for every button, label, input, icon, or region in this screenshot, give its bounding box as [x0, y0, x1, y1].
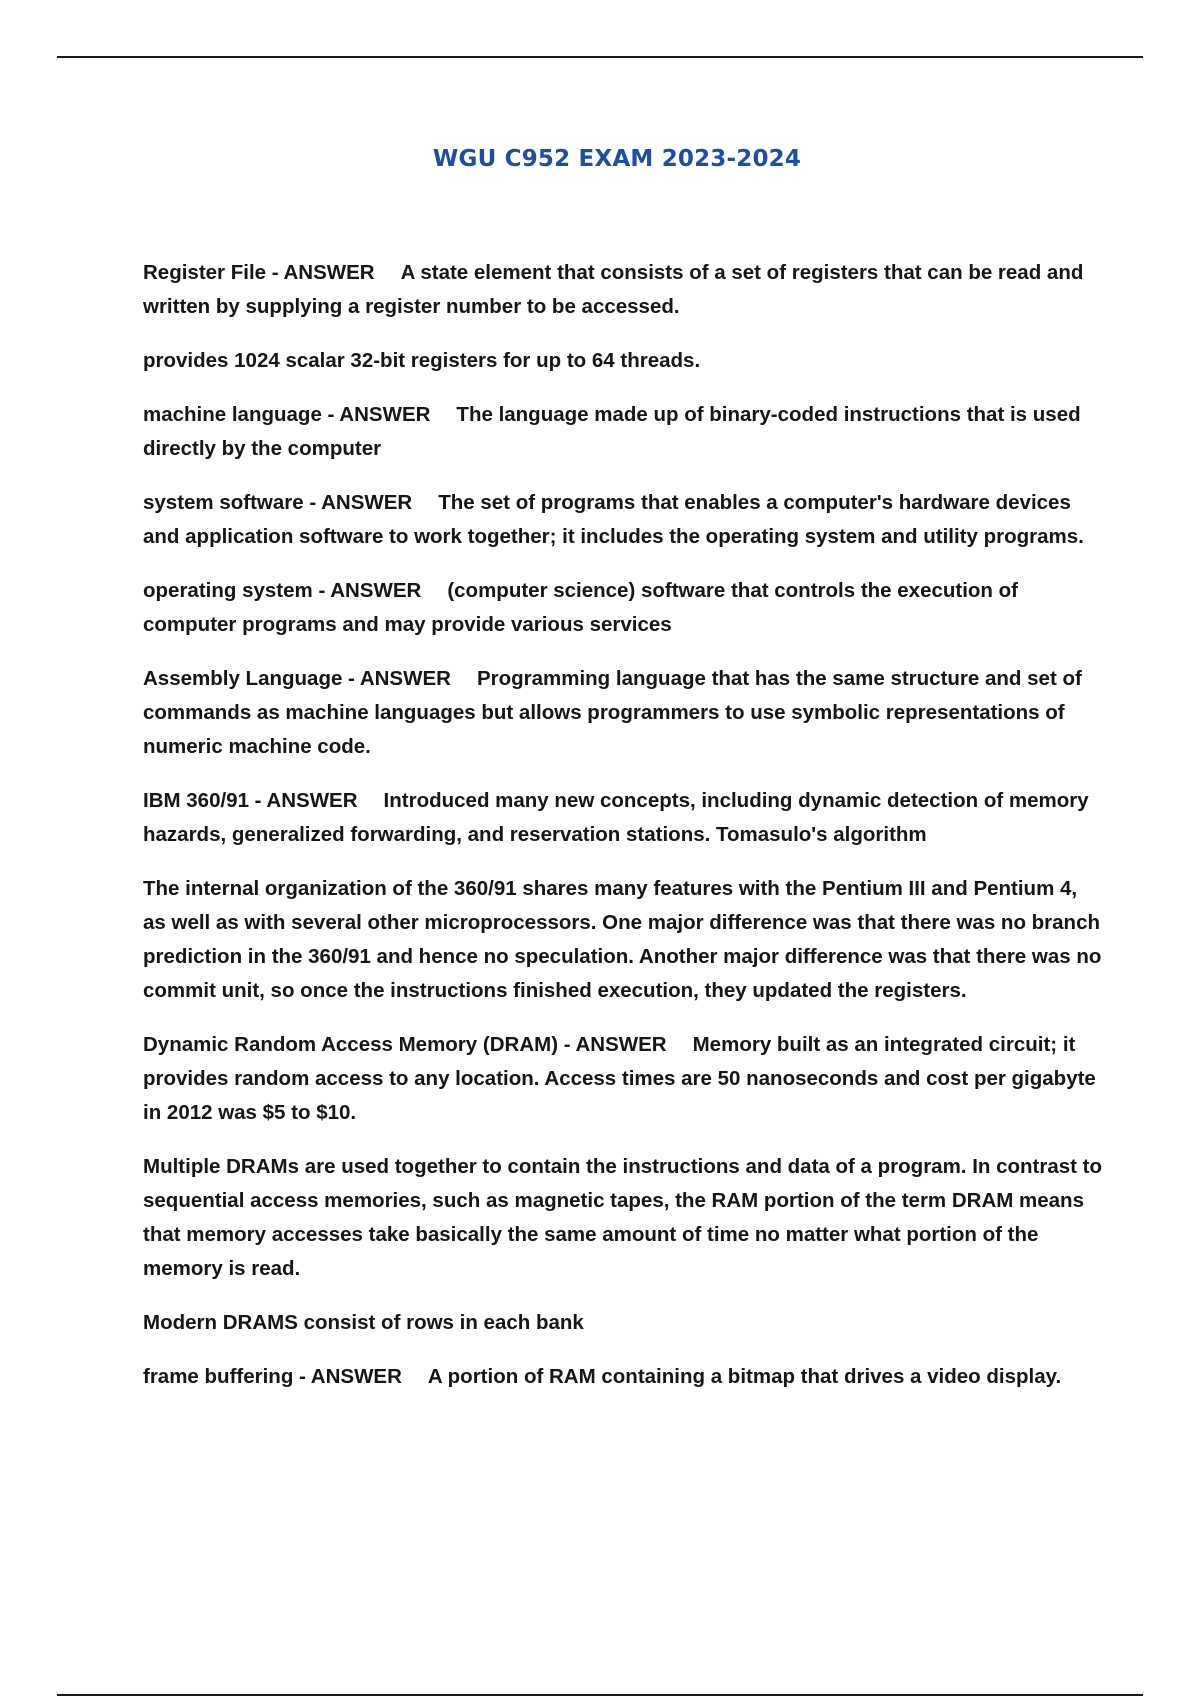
entry-note-360-91 [143, 872, 1103, 1008]
document-body [143, 256, 1103, 1414]
entry-definition: The set of programs that enables a computer's hardware devices and application software to work together; it includes the operating system and utility programs. [143, 491, 1084, 548]
entry-dram [143, 1028, 1103, 1130]
entry-definition: The internal organization of the 360/91 shares many features with the Pentium III and Pentium 4, as well as with several other microprocessors. One major difference was that there was no branch prediction in the 360/91 and hence no speculation. Another major difference was that there was no commit unit, so once the instructions finished execution, they updated the registers. [143, 877, 1102, 1002]
entry-system-software [143, 486, 1103, 554]
entry-note-registers [143, 344, 1103, 378]
entry-definition: Modern DRAMS consist of rows in each bank [143, 1311, 584, 1334]
entry-term: Dynamic Random Access Memory (DRAM) - ANSWER [143, 1033, 667, 1056]
entry-frame-buffering [143, 1360, 1103, 1394]
entry-machine-language [143, 398, 1103, 466]
entry-ibm-360-91 [143, 784, 1103, 852]
entry-term: frame buffering - ANSWER [143, 1365, 402, 1388]
entry-definition: The language made up of binary-coded instructions that is used directly by the computer [143, 403, 1081, 460]
document-title: WGU C952 EXAM 2023-2024 [432, 146, 802, 172]
entry-definition: (computer science) software that controls the execution of computer programs and may provide various services [143, 579, 1018, 636]
entry-definition: A state element that consists of a set of registers that can be read and written by supplying a register number to be accessed. [143, 261, 1084, 318]
entry-term: Assembly Language - ANSWER [143, 667, 451, 690]
entry-definition: provides 1024 scalar 32-bit registers for up to 64 threads. [143, 349, 701, 372]
entry-term: Register File - ANSWER [143, 261, 375, 284]
entry-term: operating system - ANSWER [143, 579, 422, 602]
entry-note-modern-drams [143, 1306, 1103, 1340]
entry-assembly-language [143, 662, 1103, 764]
entry-definition: A portion of RAM containing a bitmap that drives a video display. [427, 1365, 1062, 1388]
entry-term: system software - ANSWER [143, 491, 413, 514]
entry-note-multiple-drams [143, 1150, 1103, 1286]
top-rule [57, 56, 1143, 58]
bottom-rule [57, 1694, 1143, 1696]
entry-definition: Programming language that has the same structure and set of commands as machine languages but allows programmers to use symbolic representations of numeric machine code. [143, 667, 1082, 758]
entry-definition: Memory built as an integrated circuit; it provides random access to any location. Access times are 50 nanoseconds and cost per gigabyte in 2012 was $5 to $10. [143, 1033, 1096, 1124]
entry-register-file [143, 256, 1103, 324]
entry-definition: Multiple DRAMs are used together to contain the instructions and data of a program. In contrast to sequential access memories, such as magnetic tapes, the RAM portion of the term DRAM means that memory accesses take basically the same amount of time no matter what portion of the memory is read. [143, 1155, 1103, 1280]
entry-definition: Introduced many new concepts, including dynamic detection of memory hazards, generalized forwarding, and reservation stations. Tomasulo's algorithm [143, 789, 1089, 846]
entry-term: machine language - ANSWER [143, 403, 431, 426]
entry-operating-system [143, 574, 1103, 642]
entry-term: IBM 360/91 - ANSWER [143, 789, 358, 812]
